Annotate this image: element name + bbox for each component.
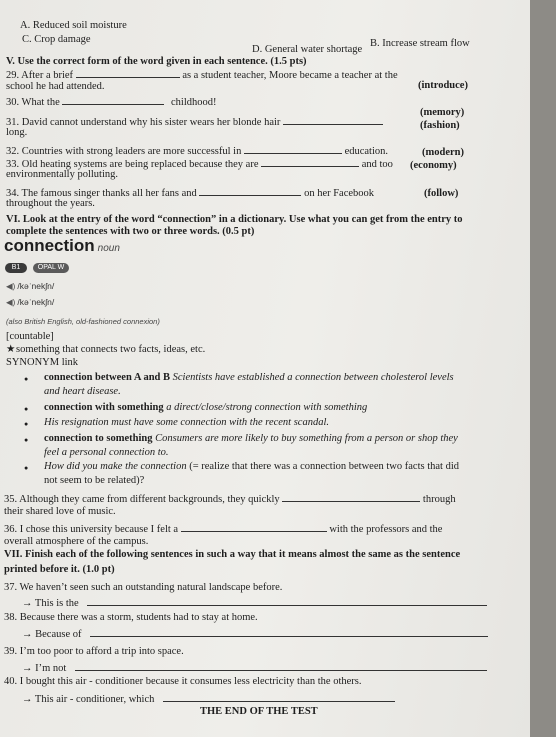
word-hint-29: (introduce)	[418, 80, 468, 91]
answer-37: → This is the	[22, 596, 487, 610]
bullet-icon: ●	[24, 405, 29, 413]
section-vi-heading: VI. Look at the entry of the word “connection” in a dictionary. Use what you can get from the entry to	[6, 214, 463, 225]
end-of-test: THE END OF THE TEST	[200, 706, 318, 717]
question-36: 36. I chose this university because I felt a with the professors and the	[4, 524, 443, 535]
question-34: 34. The famous singer thanks all her fans and on her Facebook	[6, 188, 375, 199]
answer-40: → This air - conditioner, which	[22, 692, 395, 706]
answer-blank-34[interactable]	[199, 186, 301, 196]
question-32: 32. Countries with strong leaders are more successful in education.	[6, 146, 389, 157]
option-a: A. Reduced soil moisture	[20, 20, 127, 31]
answer-line-39[interactable]	[75, 661, 487, 671]
question-29-cont: school he had attended.	[6, 81, 105, 92]
answer-blank-29[interactable]	[76, 68, 180, 78]
example-3: His resignation must have some connection with the recent scandal.	[44, 417, 330, 428]
answer-38: → Because of	[22, 627, 488, 641]
example-4-cont: feel a personal connection to.	[44, 447, 169, 458]
section-vii-heading-cont: printed before it. (1.0 pt)	[4, 564, 115, 575]
question-36-cont: overall atmosphere of the campus.	[4, 536, 149, 547]
example-4: connection to something Consumers are more likely to buy something from a person or shop they	[44, 433, 458, 444]
section-vi-heading-cont: complete the sentences with two or three words. (0.5 pt)	[6, 226, 255, 237]
answer-blank-33[interactable]	[261, 157, 359, 167]
answer-line-40[interactable]	[163, 692, 395, 702]
question-30: 30. What the childhood!	[6, 97, 217, 108]
word-hint-32: (modern)	[422, 147, 464, 158]
dictionary-headword: connection noun	[4, 236, 120, 255]
answer-line-37[interactable]	[87, 596, 487, 606]
word-hint-34: (follow)	[424, 188, 459, 199]
bullet-icon: ●	[24, 375, 29, 383]
question-33-cont: environmentally polluting.	[6, 169, 118, 180]
answer-blank-31[interactable]	[283, 115, 383, 125]
grammar-label: [countable]	[6, 331, 54, 342]
answer-blank-32[interactable]	[244, 144, 342, 154]
example-5-cont: not seem to be related)?	[44, 475, 145, 486]
speaker-icon[interactable]: ◀)	[6, 297, 16, 307]
section-v-heading: V. Use the correct form of the word given in each sentence. (1.5 pts)	[6, 56, 307, 67]
question-35-cont: their shared love of music.	[4, 506, 116, 517]
variant-note: (also British English, old-fashioned connexion)	[6, 317, 160, 326]
question-39: 39. I’m too poor to afford a trip into space.	[4, 646, 184, 657]
star-icon: ★	[6, 344, 16, 355]
question-37: 37. We haven’t seen such an outstanding natural landscape before.	[4, 582, 283, 593]
bullet-icon: ●	[24, 420, 29, 428]
option-b: B. Increase stream flow	[370, 38, 470, 49]
question-31-cont: long.	[6, 127, 28, 138]
question-38: 38. Because there was a storm, students had to stay at home.	[4, 612, 258, 623]
word-hint-33: (economy)	[410, 160, 457, 171]
answer-blank-30[interactable]	[62, 95, 164, 105]
question-40: 40. I bought this air - conditioner because it consumes less electricity than the others.	[4, 676, 362, 687]
answer-blank-35[interactable]	[282, 492, 420, 502]
opal-badge: OPAL W	[33, 263, 69, 273]
bullet-icon: ●	[24, 464, 29, 472]
question-35: 35. Although they came from different backgrounds, they quickly through	[4, 494, 456, 505]
synonym-label: SYNONYM link	[6, 357, 79, 368]
example-1-cont: and heart disease.	[44, 386, 121, 397]
word-hint-30: (memory)	[420, 107, 465, 118]
cefr-level-badge: B1	[5, 263, 27, 273]
question-29: 29. After a brief as a student teacher, Moore became a teacher at the	[6, 70, 398, 81]
example-5: How did you make the connection (= realize that there was a connection between two facts that did	[44, 461, 459, 472]
answer-39: → I’m not	[22, 661, 487, 675]
word-hint-31: (fashion)	[420, 120, 460, 131]
question-31: 31. David cannot understand why his sister wears her blonde hair	[6, 115, 383, 129]
bullet-icon: ●	[24, 436, 29, 444]
question-33: 33. Old heating systems are being replaced because they are and too	[6, 159, 393, 170]
speaker-icon[interactable]: ◀)	[6, 281, 16, 291]
definition: ★something that connects two facts, ideas, etc.	[6, 344, 206, 355]
answer-blank-36[interactable]	[181, 522, 327, 532]
option-d: D. General water shortage	[252, 44, 363, 55]
question-34-cont: throughout the years.	[6, 198, 95, 209]
section-vii-heading: VII. Finish each of the following sentences in such a way that it means almost the same as the sentence	[4, 549, 461, 560]
option-c: C. Crop damage	[22, 34, 91, 45]
example-2: connection with something a direct/close/strong connection with something	[44, 402, 368, 413]
answer-line-38[interactable]	[90, 627, 488, 637]
example-1: connection between A and B Scientists have established a connection between cholesterol levels	[44, 372, 454, 383]
pronunciation-uk: ◀) /kəˈnekʃn/	[6, 281, 55, 291]
pronunciation-us: ◀) /kəˈnekʃn/	[6, 297, 55, 307]
